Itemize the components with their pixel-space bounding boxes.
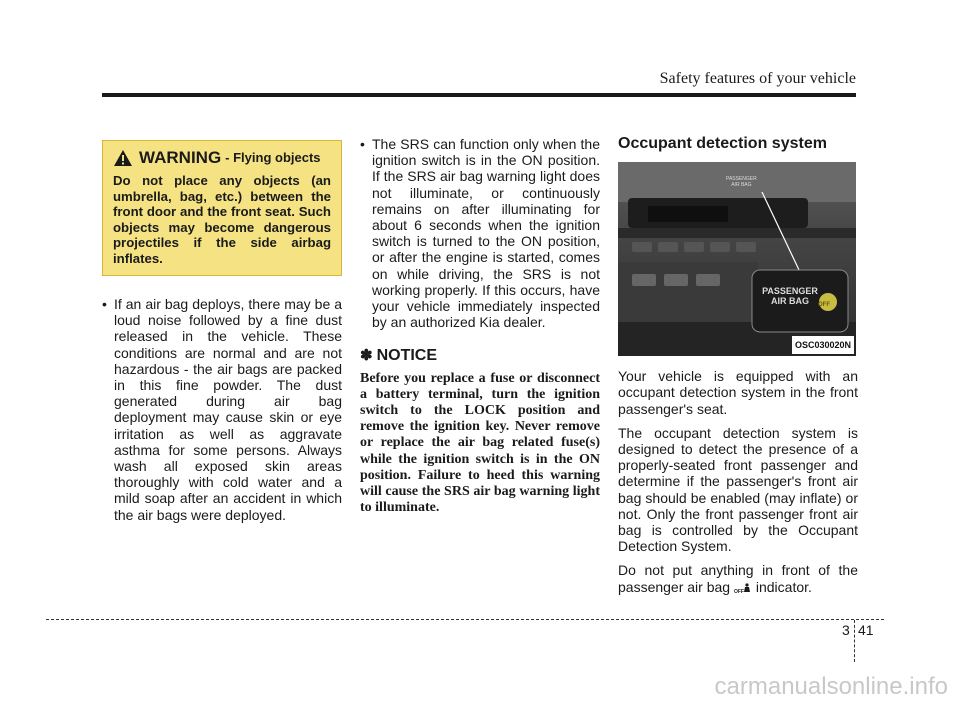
section-title: Occupant detection system bbox=[618, 135, 827, 152]
running-header: Safety features of your vehicle bbox=[659, 70, 856, 87]
notice-heading bbox=[360, 348, 600, 364]
warning-text: Do not place any objects (an umbrella, bag, etc.) between the front door and the front seat. Such objects may become dangerous projectiles if the side airbag inflates. bbox=[113, 173, 331, 266]
warning-header bbox=[113, 149, 331, 167]
small-indicator-line1: PASSENGER bbox=[726, 176, 757, 183]
column-left bbox=[102, 136, 342, 523]
paragraph-text: indicator. bbox=[755, 578, 812, 595]
paragraph: Your vehicle is equipped with an occupant detection system in the front passenger's seat. bbox=[618, 368, 858, 417]
off-text: OFF bbox=[818, 302, 830, 309]
notice-title: NOTICE bbox=[376, 347, 438, 365]
column-middle bbox=[360, 136, 600, 516]
dashboard-illustration bbox=[618, 162, 856, 356]
callout-line2: AIR BAG bbox=[771, 296, 809, 307]
airbag-off-indicator-icon bbox=[734, 583, 752, 593]
bullet-text: If an air bag deploys, there may be a loud noise followed by a fine dust released in the vehicle. These conditions are normal and are not hazardous - the air bags are packed in this fine powder. The dust generated during air bag deployment may cause skin or eye irritation as well as aggravate asthma for some persons. Always wash all exposed skin areas thoroughly with cold water and a mild soap after an accident in which the air bags were deployed. bbox=[114, 296, 342, 523]
paragraph-text: Do not put anything in front of the passenger air bag bbox=[618, 562, 858, 595]
bullet-item bbox=[360, 136, 600, 330]
inline-off-text: OFF bbox=[733, 588, 744, 595]
seat-person-icon bbox=[743, 583, 751, 593]
notice-mark-icon: ✽ bbox=[360, 347, 373, 365]
callout-line1: PASSENGER bbox=[762, 286, 818, 297]
column-right bbox=[618, 136, 858, 595]
paragraph bbox=[618, 562, 858, 594]
dashboard-photo bbox=[618, 162, 856, 356]
small-indicator-line2: AIR BAG bbox=[731, 182, 752, 189]
watermark: carmanualsonline.info bbox=[714, 673, 948, 700]
bullet-item bbox=[102, 296, 342, 523]
chapter-number: 3 bbox=[842, 622, 850, 638]
notice-text: Before you replace a fuse or disconnect a battery terminal, turn the ignition switch to the LOCK position and remove the ignition key. Never remove or replace the air bag related fuse(s) while the ignition switch is in the ON position. Failure to heed this warning will cause the SRS air bag warning light to illuminate. bbox=[360, 370, 600, 516]
warning-triangle-icon bbox=[113, 149, 133, 167]
warning-subtitle: - Flying objects bbox=[225, 149, 321, 165]
bullet-text: The SRS can function only when the ignition switch is in the ON position. If the SRS air bag warning light does not illuminate, or continuously remains on after illuminating for about 6 seconds when the ignition switch is turned to the ON position, or after the engine is started, comes on while driving, the SRS is not working properly. If this occurs, have your vehicle immediately inspected by an authorized Kia dealer. bbox=[372, 136, 600, 331]
warning-box bbox=[102, 140, 342, 276]
bullet-dot: • bbox=[360, 136, 365, 152]
callout-off-indicator bbox=[816, 292, 840, 312]
small-indicator-label bbox=[726, 176, 757, 188]
warning-title: WARNING bbox=[139, 147, 222, 167]
footer-rule bbox=[46, 619, 884, 620]
bullet-dot: • bbox=[102, 296, 107, 312]
page-number-separator bbox=[854, 620, 855, 662]
paragraph: The occupant detection system is designed to detect the presence of a properly-seated front passenger and determine if the passenger's front air bag should be enabled (may inflate) or not. Only the front passenger front air bag is controlled by the Occupant Detection System. bbox=[618, 424, 858, 555]
header-rule-thin bbox=[102, 96, 856, 97]
page-number: 41 bbox=[858, 622, 874, 638]
photo-code-label: OSC030020N bbox=[792, 336, 854, 354]
